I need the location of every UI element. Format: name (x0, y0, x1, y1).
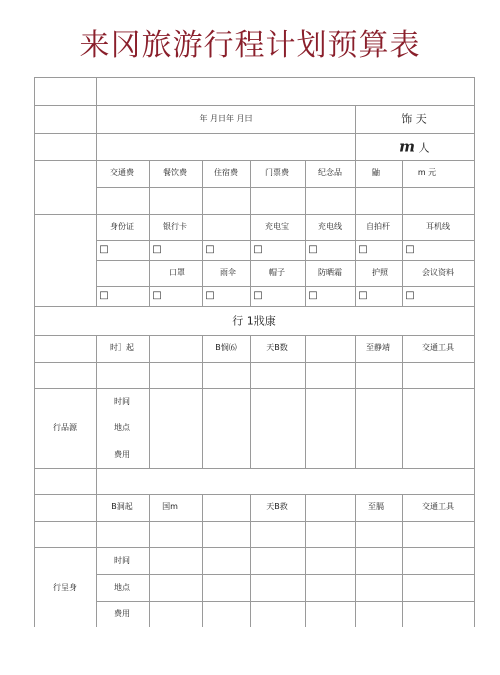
column-divider (305, 335, 306, 468)
column-divider (250, 335, 251, 468)
column-divider (149, 494, 150, 627)
item-checkbox[interactable]: □ (405, 244, 415, 255)
row-divider (96, 286, 474, 287)
item-checkbox[interactable]: □ (152, 244, 162, 255)
item-checkbox[interactable]: □ (308, 290, 318, 301)
trip-header: 国m (162, 502, 178, 511)
column-divider (305, 494, 306, 627)
column-divider (149, 160, 150, 306)
section-title: 行 1戕康 (232, 314, 276, 328)
column-divider (202, 160, 203, 306)
budget-header: 门票费 (265, 168, 289, 177)
column-divider (355, 335, 356, 468)
column-divider (355, 494, 356, 627)
row-divider (96, 187, 474, 188)
date-range-field[interactable]: 年 月日年 月曰 (199, 114, 253, 123)
column-divider (96, 335, 97, 627)
item-checkbox[interactable]: □ (405, 290, 415, 301)
row-divider (34, 306, 474, 307)
row-divider (96, 260, 474, 261)
row-divider (34, 133, 474, 134)
row-divider (34, 214, 474, 215)
row-label: 地点 (114, 583, 130, 592)
item-label: 防晒霜 (318, 268, 342, 277)
item-label: 口罩 (169, 268, 185, 277)
item-label: 耳机线 (426, 222, 450, 231)
item-checkbox[interactable]: □ (152, 290, 162, 301)
row-divider (34, 160, 474, 161)
budget-header: m 元 (417, 168, 437, 177)
column-divider (34, 77, 35, 627)
row-label: 费用 (114, 609, 130, 618)
item-label: 银行卡 (163, 222, 187, 231)
item-label: 雨伞 (220, 268, 236, 277)
column-divider (149, 335, 150, 468)
item-label: 身份证 (110, 222, 134, 231)
trip-header: 时］起 (110, 343, 134, 352)
trip-header: 交通工具 (422, 502, 454, 511)
trip-side-label: 行品源 (53, 423, 77, 432)
days-label: 饰 天 (401, 112, 427, 126)
budget-header: 餐饮费 (163, 168, 187, 177)
row-divider (96, 601, 474, 602)
column-divider (202, 335, 203, 468)
row-divider (34, 494, 474, 495)
row-divider (34, 335, 474, 336)
trip-side-label: 行呈身 (53, 583, 77, 592)
item-label: 帽子 (269, 268, 285, 277)
column-divider (202, 494, 203, 627)
budget-header: 鼬 (372, 168, 380, 177)
item-checkbox[interactable]: □ (308, 244, 318, 255)
item-checkbox[interactable]: □ (99, 290, 109, 301)
column-divider (305, 160, 306, 306)
column-divider (402, 335, 403, 468)
trip-header: B洞起 (111, 502, 133, 511)
item-label: 会议资料 (422, 268, 454, 277)
row-divider (34, 362, 474, 363)
budget-header: 交通费 (110, 168, 134, 177)
item-checkbox[interactable]: □ (205, 290, 215, 301)
row-label: 地点 (114, 423, 130, 432)
row-divider (34, 521, 474, 522)
column-divider (355, 105, 356, 160)
item-label: 自拍杆 (366, 222, 390, 231)
budget-header: 住宿费 (214, 168, 238, 177)
row-divider (96, 240, 474, 241)
item-checkbox[interactable]: □ (205, 244, 215, 255)
row-divider (34, 77, 474, 78)
row-label: 时间 (114, 397, 130, 406)
people-label: 人 (418, 141, 430, 155)
trip-header: 交通工具 (422, 343, 454, 352)
column-divider (402, 160, 403, 306)
trip-header: 至静靖 (366, 343, 390, 352)
row-divider (34, 468, 474, 469)
column-divider (96, 77, 97, 306)
trip-header: B悯⑹ (215, 343, 237, 352)
page-title: 来冈旅游行程计划预算表 (79, 28, 421, 63)
people-count: m (399, 137, 415, 156)
trip-header: 至膈 (368, 502, 384, 511)
row-divider (34, 105, 474, 106)
column-divider (250, 494, 251, 627)
column-divider (474, 77, 475, 627)
column-divider (402, 494, 403, 627)
column-divider (355, 160, 356, 306)
trip-header: 天B数 (266, 343, 288, 352)
item-label: 充电线 (318, 222, 342, 231)
item-checkbox[interactable]: □ (253, 290, 263, 301)
column-divider (250, 160, 251, 306)
budget-header: 纪念品 (318, 168, 342, 177)
item-label: 护照 (372, 268, 388, 277)
row-label: 时间 (114, 556, 130, 565)
row-divider (34, 388, 474, 389)
item-checkbox[interactable]: □ (253, 244, 263, 255)
row-divider (96, 574, 474, 575)
item-checkbox[interactable]: □ (358, 290, 368, 301)
item-checkbox[interactable]: □ (99, 244, 109, 255)
row-divider (34, 547, 474, 548)
row-label: 费用 (114, 450, 130, 459)
item-label: 充电宝 (265, 222, 289, 231)
item-checkbox[interactable]: □ (358, 244, 368, 255)
trip-header: 天B救 (266, 502, 288, 511)
